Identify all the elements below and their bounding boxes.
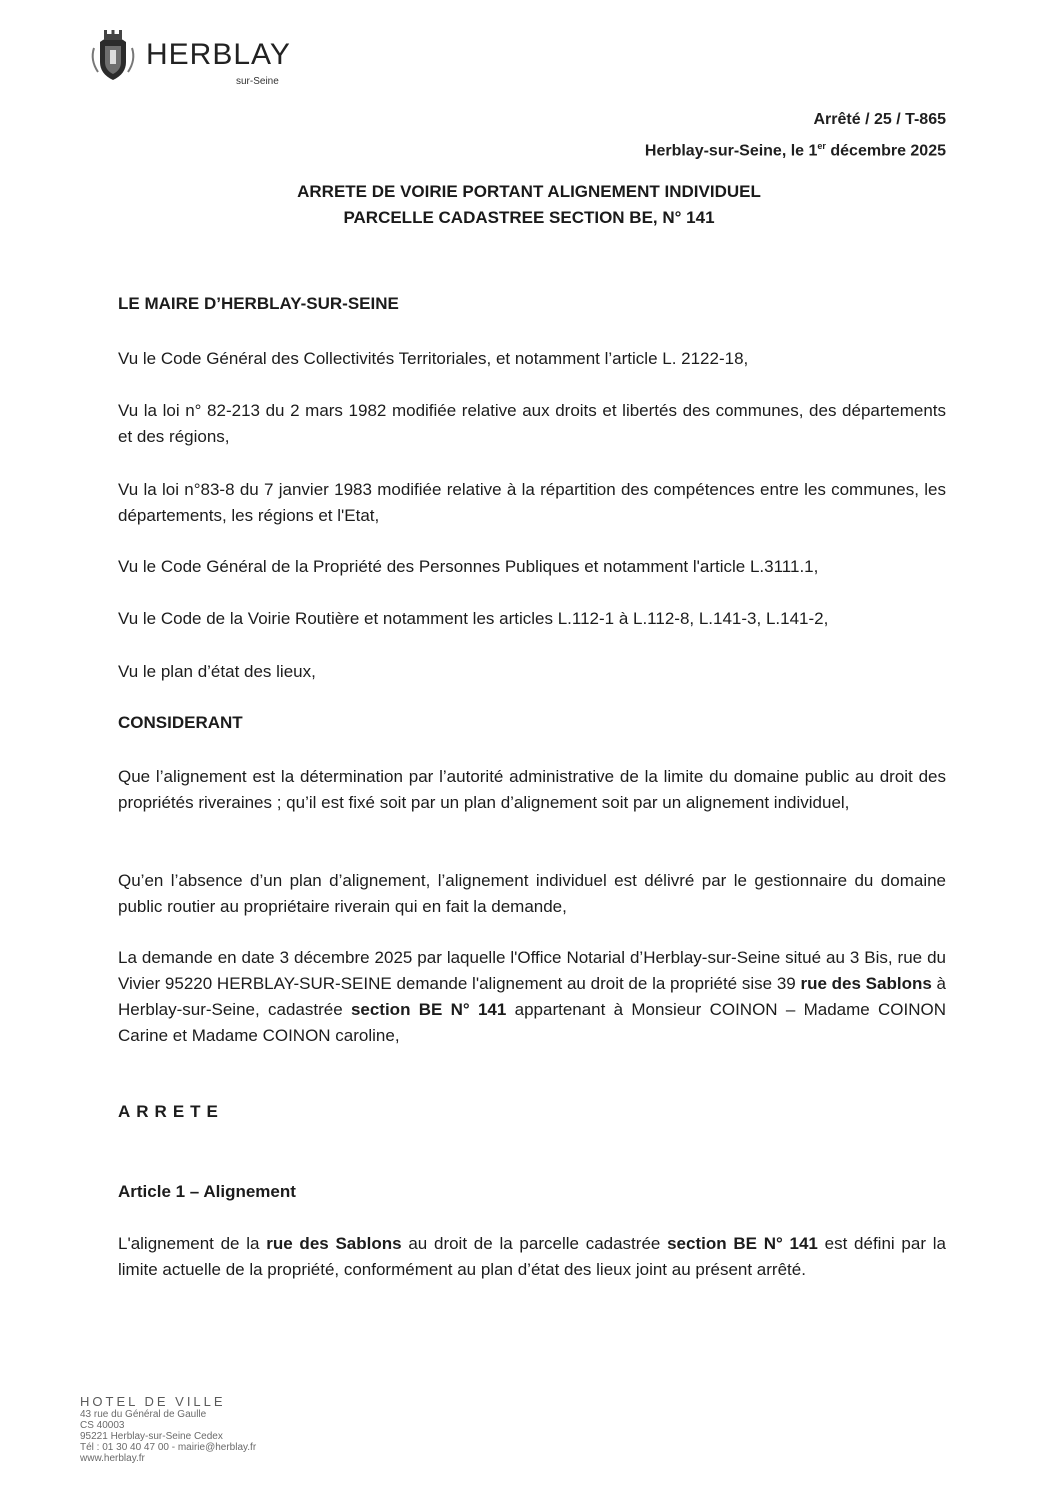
paragraph-vu-cgct: Vu le Code Général des Collectivités Territoriales, et notamment l’article L. 2122-18, [118,349,749,368]
arrete-heading: ARRETE [118,1102,224,1121]
decree-date: Herblay-sur-Seine, le 1er décembre 2025 [644,141,946,160]
paragraph-considerant-2: Qu’en l’absence d’un plan d’alignement, l’alignement individuel est délivré par le gestionnaire du domaine public routier au propriétaire riverain qui en fait la demande, [118,871,946,916]
footer-street: 43 rue du Général de Gaulle [80,1409,207,1420]
paragraph-vu-voirie: Vu le Code de la Voirie Routière et notamment les articles L.112-1 à L.112-8, L.141-3, L.141-2, [118,609,829,628]
decree-reference [645,107,946,164]
herblay-logo [88,26,318,90]
paragraph-vu-plan: Vu le plan d’état des lieux, [118,662,316,681]
considerant-heading: CONSIDERANT [118,713,243,732]
footer-contact: Tél : 01 30 40 47 00 - mairie@herblay.fr [80,1442,257,1453]
paragraph-vu-loi-1983: Vu la loi n°83-8 du 7 janvier 1983 modifiée relative à la répartition des compétences entre les communes, les départements, les régions et l'Etat, [118,480,946,525]
article-1-title: Article 1 – Alignement [118,1182,296,1201]
city-crest-icon [88,26,138,86]
logo-wordmark: HERBLAY [146,38,291,71]
paragraph-vu-loi-1982: Vu la loi n° 82-213 du 2 mars 1982 modifiée relative aux droits et libertés des communes, des départements et des régions, [118,401,946,446]
footer-cs: CS 40003 [80,1420,125,1431]
title-line-2: PARCELLE CADASTREE SECTION BE, N° 141 [343,208,715,227]
paragraph-vu-cgppp: Vu le Code Général de la Propriété des Personnes Publiques et notamment l'article L.3111.1, [118,557,819,576]
decree-number: Arrêté / 25 / T-865 [813,111,946,128]
title-line-1: ARRETE DE VOIRIE PORTANT ALIGNEMENT INDIVIDUEL [297,182,761,201]
logo-subtitle: sur-Seine [236,76,279,87]
footer-address [80,1396,256,1464]
article-1-text: L'alignement de la rue des Sablons au droit de la parcelle cadastrée section BE N° 141 est défini par la limite actuelle de la propriété, conformément au plan d’état des lieux joint au présent arrêté. [118,1234,946,1279]
footer-city: 95221 Herblay-sur-Seine Cedex [80,1431,223,1442]
decree-title [0,179,1058,231]
footer-website: www.herblay.fr [80,1453,145,1464]
footer-title: HOTEL DE VILLE [80,1394,226,1409]
paragraph-demande: La demande en date 3 décembre 2025 par laquelle l'Office Notarial d’Herblay-sur-Seine situé au 3 Bis, rue du Vivier 95220 HERBLAY-SUR-SEINE demande l'alignement au droit de la propriété sise 39 rue des Sablons à Herblay-sur-Seine, cadastrée section BE N° 141 appartenant à Monsieur COINON – Madame COINON Carine et Madame COINON caroline, [118,948,946,1045]
maire-heading: LE MAIRE D’HERBLAY-SUR-SEINE [118,294,399,313]
paragraph-considerant-1: Que l’alignement est la détermination par l’autorité administrative de la limite du domaine public au droit des propriétés riveraines ; qu’il est fixé soit par un plan d’alignement soit par un alignement individuel, [118,767,946,812]
